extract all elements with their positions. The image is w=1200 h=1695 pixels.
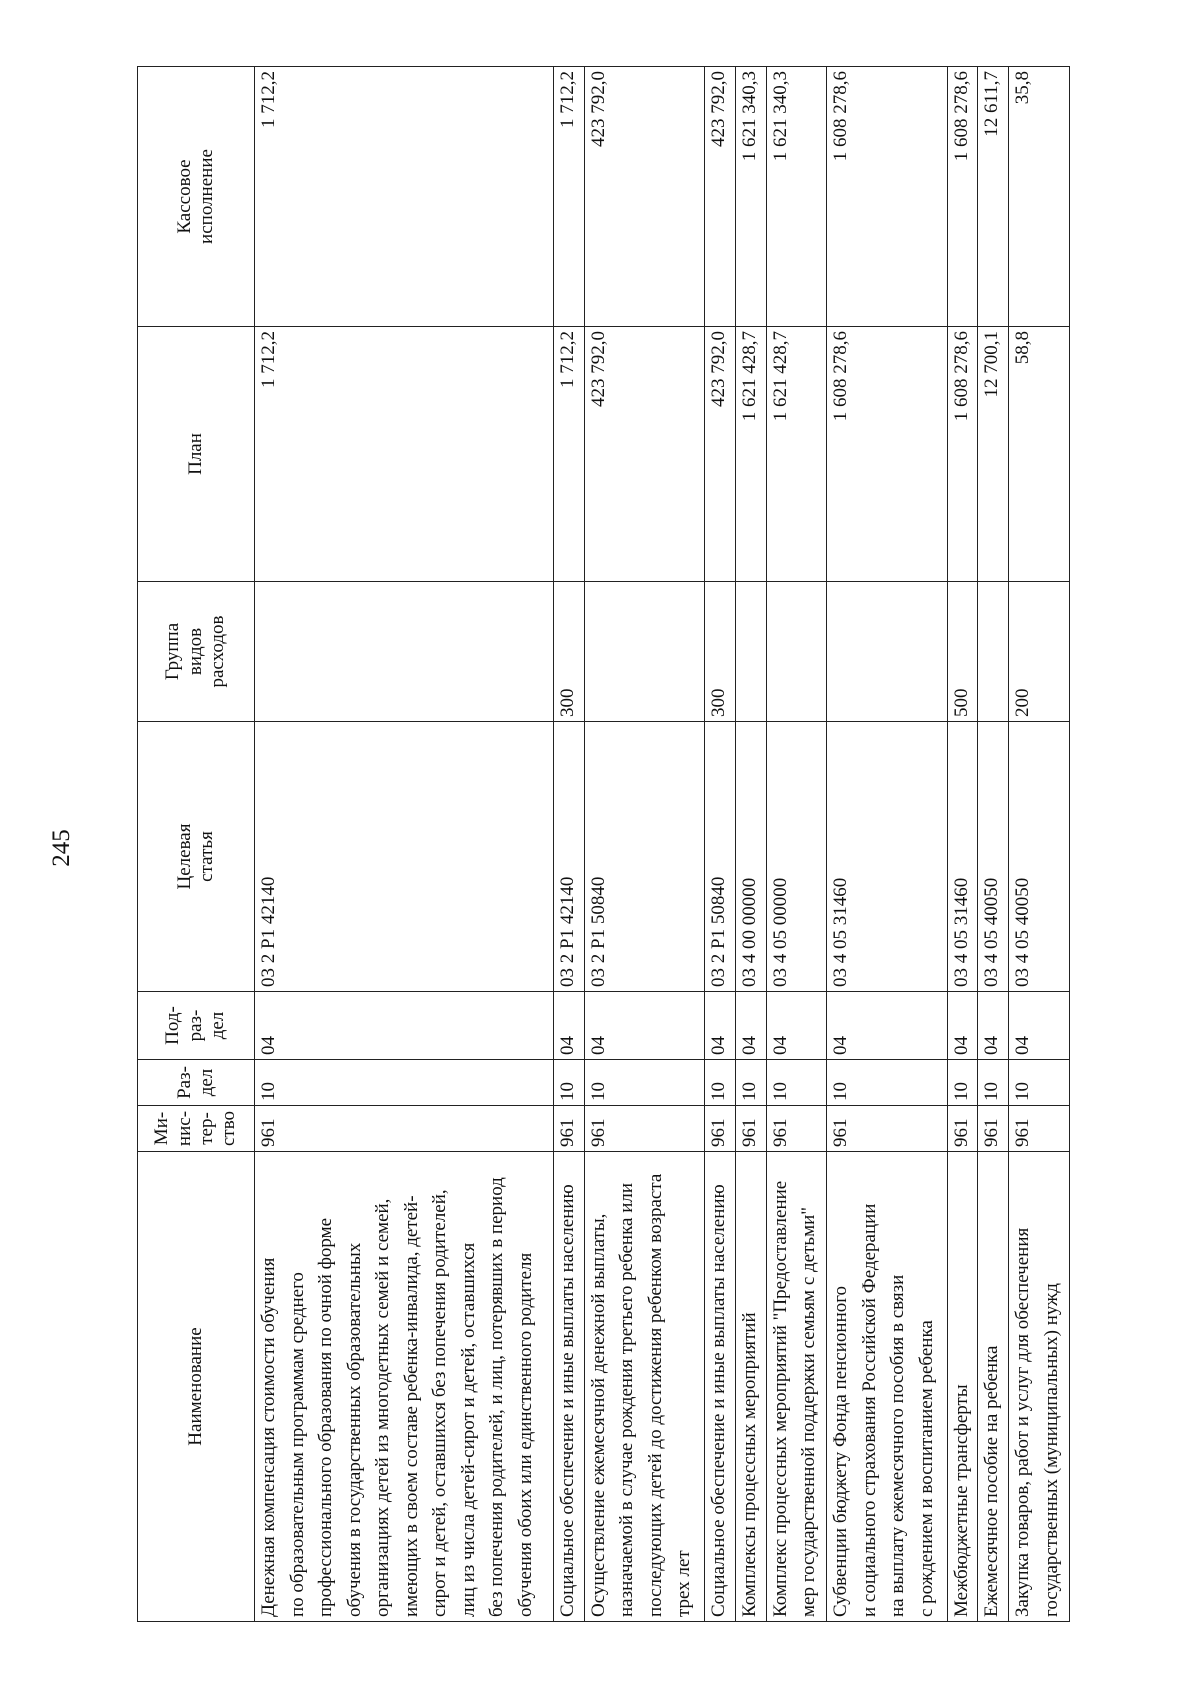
row-ministry: 961 xyxy=(827,1106,947,1152)
row-plan: 1 608 278,6 xyxy=(827,327,947,582)
row-name: Ежемесячное пособие на ребенка xyxy=(978,1152,1009,1622)
row-ministry: 961 xyxy=(766,1106,827,1152)
row-group xyxy=(978,582,1009,722)
row-name: Комплексы процессных мероприятий xyxy=(735,1152,766,1622)
row-target: 03 2 Р1 50840 xyxy=(584,722,704,992)
row-ministry: 961 xyxy=(584,1106,704,1152)
row-ministry: 961 xyxy=(735,1106,766,1152)
table-row xyxy=(1009,67,1070,1622)
row-group xyxy=(735,582,766,722)
row-subsection: 04 xyxy=(255,992,554,1060)
row-subsection: 04 xyxy=(584,992,704,1060)
table-row xyxy=(766,67,827,1622)
row-plan: 1 621 428,7 xyxy=(766,327,827,582)
row-ministry: 961 xyxy=(947,1106,978,1152)
table-row xyxy=(705,67,736,1622)
page-number: 245 xyxy=(48,829,75,867)
row-ministry: 961 xyxy=(255,1106,554,1152)
col-header-group: Группа видов расходов xyxy=(138,582,255,722)
row-execution: 1 608 278,6 xyxy=(827,67,947,327)
row-plan: 1 621 428,7 xyxy=(735,327,766,582)
budget-table-rotated xyxy=(137,67,1070,1622)
row-name: Межбюджетные трансферты xyxy=(947,1152,978,1622)
budget-table xyxy=(137,66,1070,1622)
col-header-name: Наименование xyxy=(138,1152,255,1622)
row-name: Денежная компенсация стоимости обучения по образовательным программам среднего профессионального образования по очной форме обучения в государственных образовательных организациях детей из многодетных семей и семей, имеющих в своем составе ребенка-инвалида, детей- сирот и детей, оставшихся без попечения родителей, лиц из числа детей-сирот и детей, оставшихся без попечения родителей, и лиц, потерявших в период обучения обоих или единственного родителя xyxy=(255,1152,554,1622)
col-header-target: Целевая статья xyxy=(138,722,255,992)
table-row xyxy=(947,67,978,1622)
row-execution: 1 621 340,3 xyxy=(735,67,766,327)
row-name: Субвенции бюджету Фонда пенсионного и социального страхования Российской Федерации на выплату ежемесячного пособия в связи с рождением и воспитанием ребенка xyxy=(827,1152,947,1622)
row-section: 10 xyxy=(947,1060,978,1106)
row-group: 200 xyxy=(1009,582,1070,722)
row-plan: 423 792,0 xyxy=(584,327,704,582)
row-group xyxy=(827,582,947,722)
row-target: 03 2 Р1 50840 xyxy=(705,722,736,992)
row-execution: 12 611,7 xyxy=(978,67,1009,327)
row-name: Закупка товаров, работ и услуг для обеспечения государственных (муниципальных) нужд xyxy=(1009,1152,1070,1622)
row-section: 10 xyxy=(584,1060,704,1106)
table-row xyxy=(255,67,554,1622)
col-header-subsection: Под- раз- дел xyxy=(138,992,255,1060)
row-group: 300 xyxy=(554,582,585,722)
row-execution: 1 712,2 xyxy=(554,67,585,327)
row-section: 10 xyxy=(978,1060,1009,1106)
row-group xyxy=(584,582,704,722)
row-execution: 35,8 xyxy=(1009,67,1070,327)
row-subsection: 04 xyxy=(735,992,766,1060)
row-target: 03 4 05 40050 xyxy=(1009,722,1070,992)
row-target: 03 4 05 31460 xyxy=(947,722,978,992)
row-target: 03 2 Р1 42140 xyxy=(554,722,585,992)
row-name: Комплекс процессных мероприятий "Предоставление мер государственной поддержки семьям с детьми" xyxy=(766,1152,827,1622)
row-subsection: 04 xyxy=(554,992,585,1060)
col-header-execution: Кассовое исполнение xyxy=(138,67,255,327)
row-target: 03 4 05 31460 xyxy=(827,722,947,992)
row-plan: 1 712,2 xyxy=(554,327,585,582)
row-plan: 1 608 278,6 xyxy=(947,327,978,582)
row-section: 10 xyxy=(735,1060,766,1106)
table-row xyxy=(554,67,585,1622)
row-execution: 423 792,0 xyxy=(584,67,704,327)
row-section: 10 xyxy=(255,1060,554,1106)
table-row xyxy=(584,67,704,1622)
row-execution: 1 712,2 xyxy=(255,67,554,327)
row-plan: 12 700,1 xyxy=(978,327,1009,582)
row-ministry: 961 xyxy=(978,1106,1009,1152)
table-row xyxy=(827,67,947,1622)
table-row xyxy=(735,67,766,1622)
row-target: 03 4 05 00000 xyxy=(766,722,827,992)
row-plan: 423 792,0 xyxy=(705,327,736,582)
row-execution: 423 792,0 xyxy=(705,67,736,327)
row-section: 10 xyxy=(1009,1060,1070,1106)
row-ministry: 961 xyxy=(705,1106,736,1152)
row-name: Осуществление ежемесячной денежной выплаты, назначаемой в случае рождения третьего ребенка или последующих детей до достижения ребенком возраста трех лет xyxy=(584,1152,704,1622)
row-group xyxy=(255,582,554,722)
row-target: 03 2 Р1 42140 xyxy=(255,722,554,992)
row-name: Социальное обеспечение и иные выплаты населению xyxy=(554,1152,585,1622)
row-target: 03 4 05 40050 xyxy=(978,722,1009,992)
row-ministry: 961 xyxy=(1009,1106,1070,1152)
row-subsection: 04 xyxy=(827,992,947,1060)
row-group xyxy=(766,582,827,722)
row-section: 10 xyxy=(766,1060,827,1106)
header-row xyxy=(138,67,255,1622)
row-group: 300 xyxy=(705,582,736,722)
row-subsection: 04 xyxy=(947,992,978,1060)
row-section: 10 xyxy=(554,1060,585,1106)
row-plan: 58,8 xyxy=(1009,327,1070,582)
row-subsection: 04 xyxy=(978,992,1009,1060)
row-ministry: 961 xyxy=(554,1106,585,1152)
row-subsection: 04 xyxy=(766,992,827,1060)
row-section: 10 xyxy=(705,1060,736,1106)
row-section: 10 xyxy=(827,1060,947,1106)
row-plan: 1 712,2 xyxy=(255,327,554,582)
row-target: 03 4 00 00000 xyxy=(735,722,766,992)
col-header-section: Раз- дел xyxy=(138,1060,255,1106)
row-execution: 1 608 278,6 xyxy=(947,67,978,327)
table-row xyxy=(978,67,1009,1622)
col-header-plan: План xyxy=(138,327,255,582)
row-execution: 1 621 340,3 xyxy=(766,67,827,327)
row-group: 500 xyxy=(947,582,978,722)
row-subsection: 04 xyxy=(1009,992,1070,1060)
col-header-ministry: Ми- нис- тер- ство xyxy=(138,1106,255,1152)
row-subsection: 04 xyxy=(705,992,736,1060)
row-name: Социальное обеспечение и иные выплаты населению xyxy=(705,1152,736,1622)
